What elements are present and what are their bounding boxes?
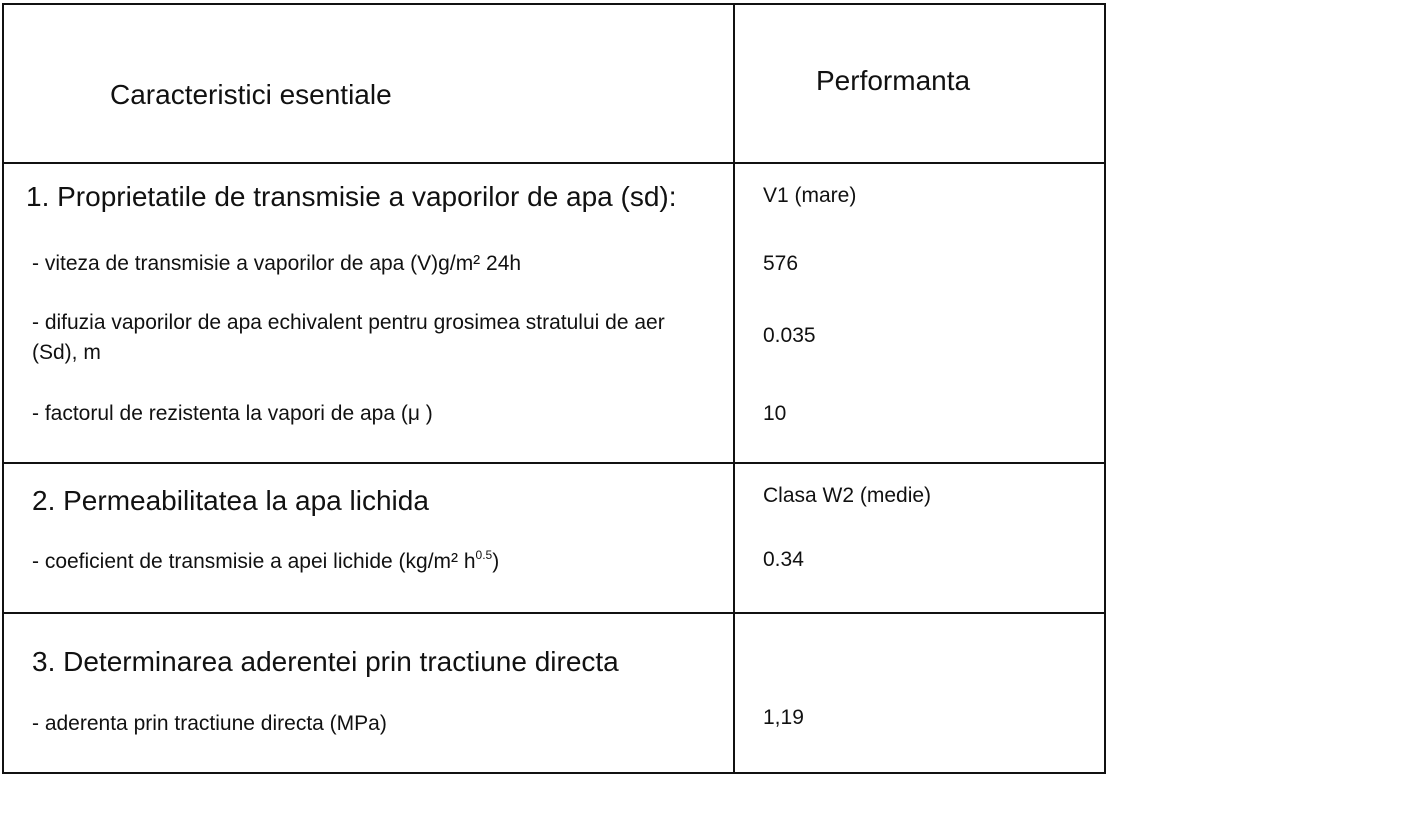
header-performance: Performanta: [816, 65, 971, 96]
header-divider: [4, 162, 1104, 164]
section-divider: [4, 462, 1104, 464]
row-label-suffix: ): [492, 550, 500, 573]
row-label: - viteza de transmisie a vaporilor de apa (V)g/m² 24h: [32, 252, 522, 275]
section-value: Clasa W2 (medie): [763, 484, 932, 507]
section-title: 3. Determinarea aderentei prin tractiune directa: [32, 646, 619, 677]
section-title: 1. Proprietatile de transmisie a vaporilor de apa (sd):: [26, 181, 677, 212]
row-label-text: - coeficient de transmisie a apei lichide (kg/m² h: [32, 550, 476, 573]
row-value: 10: [763, 402, 787, 425]
column-divider: [733, 5, 735, 772]
row-value: 576: [763, 252, 799, 275]
row-label: [32, 549, 499, 575]
section-title: 2. Permeabilitatea la apa lichida: [32, 485, 429, 516]
row-value: 0.035: [763, 324, 816, 347]
section-value: V1 (mare): [763, 184, 857, 207]
row-label-superscript: 0.5: [475, 548, 493, 562]
row-value: 1,19: [763, 706, 804, 729]
row-label: - factorul de rezistenta la vapori de apa (μ ): [32, 402, 433, 425]
row-value: 0.34: [763, 548, 804, 571]
section-divider: [4, 612, 1104, 614]
row-label: - aderenta prin tractiune directa (MPa): [32, 712, 387, 735]
row-label: - difuzia vaporilor de apa echivalent pentru grosimea stratului de aer (Sd), m: [32, 311, 665, 364]
header-characteristics: Caracteristici esentiale: [110, 79, 392, 110]
performance-table: [2, 3, 1106, 774]
